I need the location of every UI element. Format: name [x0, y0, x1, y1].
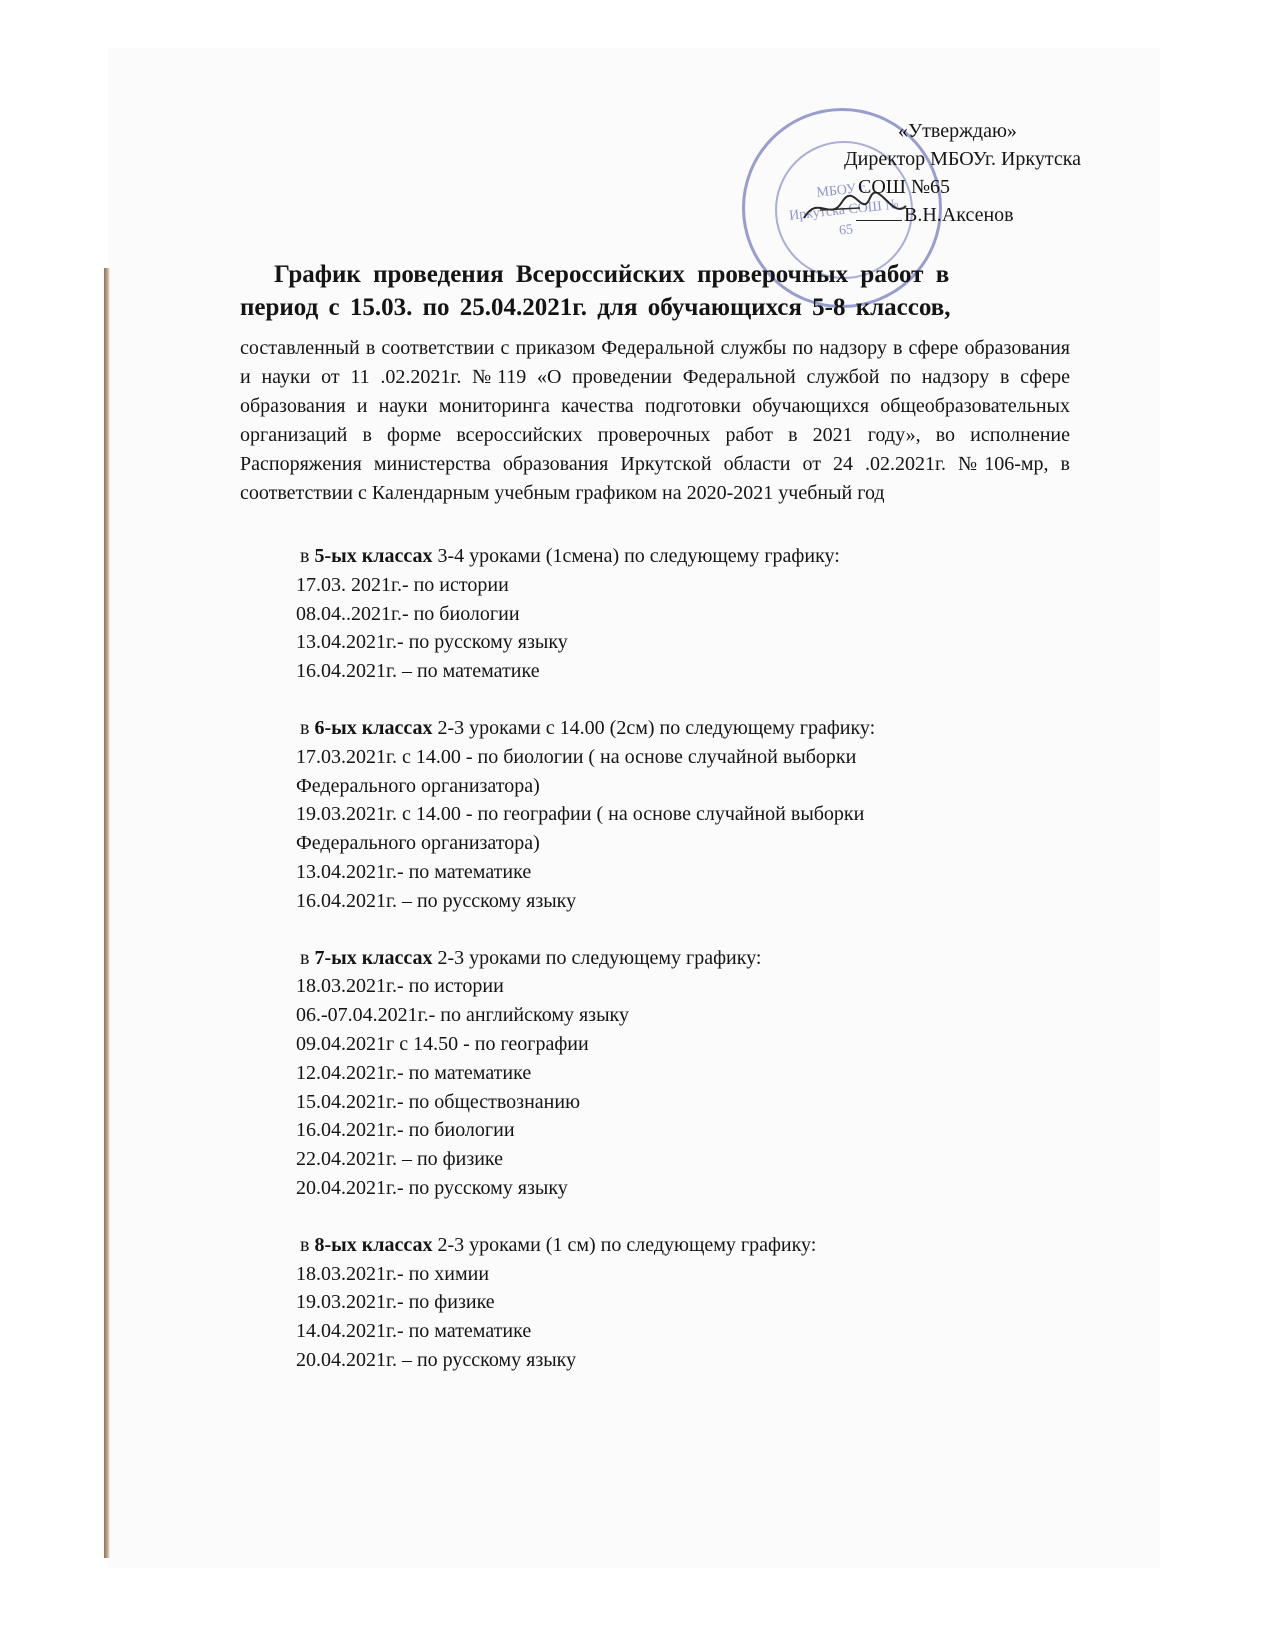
schedule-section-grade-5	[282, 542, 1042, 686]
schedule-section-grade-6	[282, 714, 1042, 916]
approval-signer	[818, 201, 1098, 229]
section-heading	[282, 542, 1042, 571]
section-heading	[282, 944, 1042, 973]
document-title-line-1: График проведения Всероссийских проверочных работ в	[274, 261, 950, 288]
section-heading	[282, 1231, 1042, 1260]
document-title-line-2: период с 15.03. по 25.04.2021г. для обучающихся 5-8 классов,	[240, 294, 951, 321]
schedule-entry: 08.04..2021г.- по биологии	[296, 602, 520, 625]
section-details: 2-3 уроками с 14.00 (2см) по следующему графику:	[432, 716, 876, 739]
approval-block	[818, 117, 1098, 229]
section-prefix: в	[300, 946, 315, 969]
schedule-entry: 20.04.2021г. – по русскому языку	[296, 1348, 577, 1371]
section-classes: 5-ых классах	[314, 545, 433, 567]
schedule-entry: 16.04.2021г.- по биологии	[296, 1119, 515, 1142]
approval-school: СОШ №65	[858, 176, 951, 198]
page-edge-shadow	[104, 268, 110, 1558]
approval-position: Директор МБОУг. Иркутска	[844, 148, 1081, 170]
section-prefix: в	[300, 1233, 315, 1256]
approval-heading: «Утверждаю»	[898, 120, 1017, 142]
section-details: 2-3 уроками по следующему графику:	[432, 946, 762, 969]
schedule-entry: 09.04.2021г с 14.50 - по географии	[296, 1032, 589, 1055]
intro-paragraph: составленный в соответствии с приказом Федеральной службы по надзору в сфере образования и науки от 11 .02.2021г. №119 «О проведении Федеральной службой по надзору в сфере образования и науки мониторинга качества подготовки обучающихся общеобразовательных организаций в форме всероссийских проверочных работ в 2021 году», во исполнение Распоряжения министерства образования Иркутской области от 24 .02.2021г. №106-мр, в соответствии с Календарным учебным графиком на 2020-2021 учебный год	[240, 337, 1070, 504]
schedule-entry: 14.04.2021г.- по математике	[296, 1320, 532, 1343]
schedule-entry: 18.03.2021г.- по истории	[296, 975, 504, 998]
section-prefix: в	[300, 716, 315, 739]
schedule-entry: Федерального организатора)	[296, 832, 540, 855]
schedule-entry: 20.04.2021г.- по русскому языку	[296, 1176, 568, 1199]
schedule-entry: 12.04.2021г.- по математике	[296, 1061, 532, 1084]
document-title	[240, 258, 1070, 324]
signature-line	[856, 220, 902, 221]
schedule-entry: 19.03.2021г. с 14.00 - по географии ( на основе случайной выборки	[296, 803, 865, 826]
schedule-entry: 19.03.2021г.- по физике	[296, 1291, 495, 1314]
section-classes: 6-ых классах	[314, 716, 433, 739]
schedule-entry: 17.03. 2021г.- по истории	[296, 573, 509, 596]
section-heading	[282, 714, 1042, 743]
approval-signer-name: В.Н.Аксенов	[904, 204, 1014, 226]
section-details: 2-3 уроками (1 см) по следующему графику:	[432, 1233, 817, 1256]
section-classes: 8-ых классах	[314, 1233, 433, 1256]
section-prefix: в	[300, 545, 315, 567]
schedule-entry: 18.03.2021г.- по химии	[296, 1262, 490, 1285]
schedule-entry: 16.04.2021г. – по математике	[296, 660, 540, 683]
schedule-entry: 15.04.2021г.- по обществознанию	[296, 1090, 581, 1113]
schedule-entry: 17.03.2021г. с 14.00 - по биологии ( на основе случайной выборки	[296, 745, 857, 768]
schedule-section-grade-8	[282, 1231, 1042, 1375]
section-classes: 7-ых классах	[314, 946, 433, 969]
schedule-entry: 16.04.2021г. – по русскому языку	[296, 889, 577, 912]
schedule-entry: 22.04.2021г. – по физике	[296, 1148, 504, 1171]
schedule-section-grade-7	[282, 944, 1042, 1203]
section-details: 3-4 уроками (1смена) по следующему графику:	[432, 545, 840, 567]
schedule	[282, 542, 1042, 1403]
official-seal-text: МБОУ г. Иркутска СОШ № 65	[788, 180, 900, 239]
schedule-entry: 13.04.2021г.- по русскому языку	[296, 631, 568, 654]
schedule-entry: 06.-07.04.2021г.- по английскому языку	[296, 1004, 629, 1027]
schedule-entry: 13.04.2021г.- по математике	[296, 860, 532, 883]
schedule-entry: Федерального организатора)	[296, 774, 540, 797]
